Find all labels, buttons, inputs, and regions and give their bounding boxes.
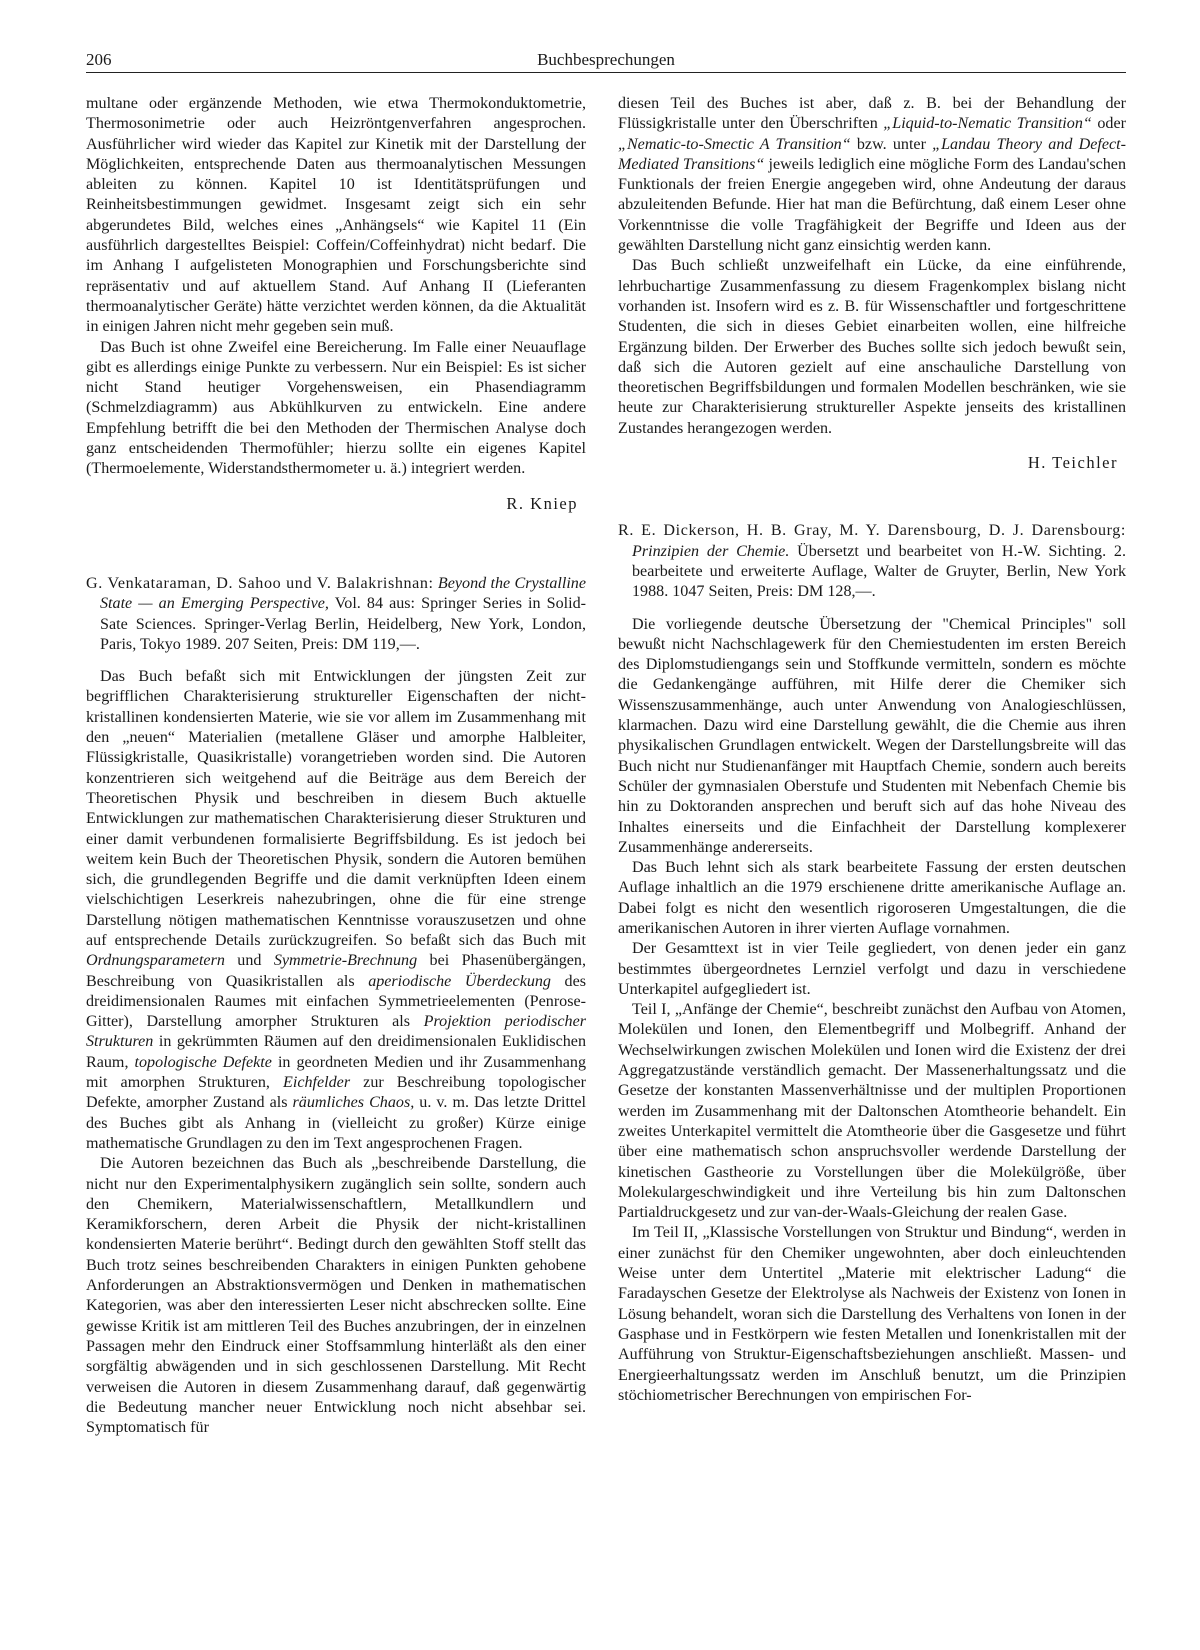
review2-paragraph-1: Das Buch befaßt sich mit Entwicklungen der jüngsten Zeit zur begrifflichen Charakterisierung struktureller Eigenschaften der nicht-kristallinen kondensierten Materie, wie sie vor allem im Zusammenhang mit den „neuen“ Materialien (metallene Gläser und amorphe Halbleiter, Flüssigkristalle, Quasikristalle) vorangetrieben worden sind. Die Autoren konzentrieren sich weitgehend auf die Beiträge aus dem Bereich der Theoretischen Physik und beschreiben in diesem Buch aktuelle Entwicklungen zur mathematischen Charakterisierung dieser Strukturen und einer damit verbundenen formalisierte Begriffsbildung. Es ist jedoch bei weitem kein Buch der Theoretischen Physik, sondern die Autoren bemühen sich, die grundlegenden Begriffe und die damit verknüpften Ideen einem vielschichtigen Leserkreis nahezubringen, ohne die für eine strenge Darstellung nötigen mathematischen Kenntnisse vorauszusetzen und ohne auf entsprechende Details zurückzugreifen. So befaßt sich das Buch mit Ordnungsparametern und Symmetrie-Brechnung bei Phasenübergängen, Beschreibung von Quasikristallen als aperiodische Überdeckung des dreidimensionalen Raumes mit einfachen Symmetrieelementen (Penrose-Gitter), Darstellung amorpher Strukturen als Projektion periodischer Strukturen in gekrümmten Räumen auf den dreidimensionalen Euklidischen Raum, topologische Defekte in geordneten Medien und ihr Zusammenhang mit amorphen Strukturen, Eichfelder zur Beschreibung topologischer Defekte, amorpher Zustand als räumliches Chaos, u. v. m. Das letzte Drittel des Buches gibt als Anhang in (vielleicht zu großer) Kürze einige mathematische Grundlagen zu den im Text angesprochenen Fragen. <box>86 668 587 1152</box>
review2-paragraph-4: Das Buch schließt unzweifelhaft ein Lücke, da eine einführende, lehrbuchartige Zusammenfassung zu diesem Fragenkomplex bislang nicht vorhanden ist. Insofern wird es z. B. für Wissenschaftler und fortgeschrittene Studenten, die sich in dieses Gebiet einarbeiten wollen, eine hilfreiche Ergänzung bilden. Der Erwerber des Buches sollte sich jedoch bewußt sein, daß sich die Autoren gezielt auf eine anschauliche Darstellung von theoretischen Begriffsbildungen und formalen Modellen beschränken, wie sie heute zur Charakterisierung struktureller Aspekte jenseits des kristallinen Zustandes herangezogen werden. <box>618 257 1126 437</box>
citation-authors: R. E. Dickerson, H. B. Gray, M. Y. Darensbourg, D. J. Darensbourg: <box>618 522 1126 540</box>
review3-paragraph-5: Im Teil II, „Klassische Vorstellungen von Struktur und Bindung“, werden in einer zunächst für den Chemiker ungewohnten, aber doch einleuchtenden Weise unter dem Untertitel „Materie mit elektrischer Ladung“ die Faradayschen Gesetze der Elektrolyse als Nachweis der Existenz von Ionen in Lösung behandelt, woran sich die Darstellung des Verhaltens von Ionen in der Gasphase und in Festkörpern wie festen Metallen und Ionenkristallen mit der Aufführung von Struktur-Eigenschaftsbeziehungen anschließt. Massen- und Energieerhaltungssatz werden im Anschluß benutzt, um die Prinzipien stöchiometrischer Berechnungen von empirischen For- <box>618 1224 1126 1404</box>
page-number: 206 <box>86 50 112 69</box>
book-citation-dickerson <box>618 521 1126 602</box>
citation-title: Prinzipien der Chemie. <box>632 542 790 560</box>
left-column <box>86 94 586 1438</box>
reviewer-signature-teichler: H. Teichler <box>1027 453 1118 473</box>
review3-paragraph-4: Teil I, „Anfänge der Chemie“, beschreibt zunächst den Aufbau von Atomen, Molekülen und Ionen, den Elementbegriff und Molbegriff. Anhand der Wechselwirkungen zwischen Molekülen und Ionen wird die Existenz der drei Aggregatzustände verständlich gemacht. Der Massenerhaltungssatz und die Gesetze der konstanten Massenverhältnisse und der multiplen Proportionen werden im Zusammenhang mit der Daltonschen Atomtheorie behandelt. Ein zweites Unterkapitel vermittelt die Atomtheorie über die Gasgesetze und führt über eine mathematisch schon anspruchsvoller werdende Darstellung der kinetischen Gastheorie zu Vorstellungen über die Molekülgröße, über Molekulargeschwindigkeit und ihre Verteilung bis hin zum Daltonschen Partialdruckgesetz und zur van-der-Waals-Gleichung der realen Gase. <box>618 1001 1126 1222</box>
review1-paragraph-2: Das Buch ist ohne Zweifel eine Bereicherung. Im Falle einer Neuauflage gibt es allerdings einige Punkte zu verbessern. Nur ein Beispiel: Es ist sicher nicht Stand heutiger Vorgehensweisen, ein Phasendiagramm (Schmelzdiagramm) aus Abkühlkurven zu entwickeln. Eine andere Empfehlung betrifft die bei den Methoden der Thermischen Analyse doch ganz entscheidenden Thermofühler; hierzu sollte ein eigenes Kapitel (Thermoelemente, Widerstandsthermometer u. ä.) integriert werden. <box>86 338 586 478</box>
running-title: Buchbesprechungen <box>537 50 675 69</box>
citation-title: Beyond the Crystalline State — an Emerging Perspective, <box>100 574 586 613</box>
citation-details: Vol. 84 aus: Springer Series in Solid-Sate Sciences. Springer-Verlag Berlin, Heidelberg, New York, London, Paris, Tokyo 1989. 207 Seiten, Preis: DM 119,—. <box>100 595 587 653</box>
review2-paragraph-2: Die Autoren bezeichnen das Buch als „beschreibende Darstellung, die nicht nur den Experimentalphysikern zugänglich sein sollte, sondern auch den Chemikern, Materialwissenschaftlern, Metallkundlern und Keramikforschern, deren Arbeit die Physik der nicht-kristallinen kondensierten Materie berührt“. Bedingt durch den gewählten Stoff stellt das Buch trotz seines beschreibenden Charakters in einigen Punkten gehobene Anforderungen an Abstraktionsvermögen und Denken in mathematischen Kategorien, was aber den interessierten Leser nicht abschrecken sollte. Eine gewisse Kritik ist am mittleren Teil des Buches anzubringen, der in einzelnen Passagen mehr den Eindruck einer Stoffsammlung hinterläßt als den einer sorgfältig abwägenden und in sich geschlossenen Darstellung. Mit Recht verweisen die Autoren in diesem Zusammenhang darauf, daß gegenwärtig die Bedeutung mancher neuer Entwicklung noch nicht absehbar sei. Symptomatisch für <box>86 1155 586 1437</box>
review3-paragraph-1: Die vorliegende deutsche Übersetzung der "Chemical Principles" soll bewußt nicht Nachschlagewerk für den Chemiestudenten im ersten Bereich des Diplomstudiengangs sein und Stoffkunde vermitteln, sondern es möchte die Gedankengänge aufführen, mit Hilfe derer die Chemiker sich Wissenszusammenhänge, auch unter Anwendung von Analogieschlüssen, klarmachen. Dazu wird eine Darstellung gewählt, die die Chemie aus ihren physikalischen Grundlagen entwickelt. Wegen der Darstellungsbreite will das Buch nicht nur Studienanfänger mit Hauptfach Chemie, sondern auch bereits Schüler der gymnasialen Oberstufe und Studenten mit Nebenfach Chemie bis hin zu Doktoranden ansprechen und beruft sich auf das hohe Niveau des Inhaltes einerseits und die Einfachheit der Darstellung komplexerer Zusammenhänge andererseits. <box>618 615 1126 856</box>
book-citation-venkataraman <box>86 574 586 655</box>
review1-paragraph-1: multane oder ergänzende Methoden, wie etwa Thermokonduktometrie, Thermosonimetrie oder auch Heizröntgenverfahren angesprochen. Ausführlicher wird wieder das Kapitel zur Kinetik mit der Darstellung der Möglichkeiten, entsprechende Daten aus thermoanalytischen Messungen ableiten zu können. Kapitel 10 ist Identitätsprüfungen und Reinheitsbestimmungen gewidmet. Insgesamt zeigt sich ein sehr abgerundetes Bild, welches eines „Anhängsels“ wie Kapitel 11 (Ein ausführlich dargestelltes Beispiel: Coffein/Coffeinhydrat) nicht bedarf. Die im Anhang I aufgelisteten Monographien und Forschungsberichte sind repräsentativ und auf aktuellem Stand. Auf Anhang II (Lieferanten thermoanalytischer Geräte) hätte verzichtet werden können, da die Aktualität in einigen Jahren nicht mehr gegeben sein muß. <box>86 95 586 336</box>
review3-paragraph-3: Der Gesamttext ist in vier Teile gegliedert, von denen jeder ein ganz bestimmtes übergeordnetes Lernziel verfolgt und dazu in verschiedene Unterkapitel aufgegliedert ist. <box>618 940 1126 998</box>
review3-paragraph-2: Das Buch lehnt sich als stark bearbeitete Fassung der ersten deutschen Auflage inhaltlich an die 1979 erschienene dritte amerikanische Auflage an. Dabei folgt es nicht den wesentlich rigoroseren Umgestaltungen, die die amerikanischen Autoren in ihrer vierten Auflage vornahmen. <box>618 859 1126 937</box>
review2-paragraph-3: diesen Teil des Buches ist aber, daß z. B. bei der Behandlung der Flüssigkristalle unter den Überschriften „Liquid-to-Nematic Transition“ oder „Nematic-to-Smectic A Transition“ bzw. unter „Landau Theory and Defect-Mediated Transitions“ jeweils lediglich eine mögliche Form des Landau'schen Funktionals der freien Energie angegeben wird, ohne Andeutung der daraus abzuleitenden Befunde. Hier hat man die Befürchtung, daß einem Leser ohne Vorkenntnisse die volle Tragfähigkeit der Begriffe und Ideen aus der gewählten Darstellung nicht ganz einsichtig werden kann. <box>618 95 1126 255</box>
right-column <box>618 94 1126 1406</box>
page-header <box>86 48 1126 73</box>
citation-details: Übersetzt und bearbeitet von H.-W. Sichting. 2. bearbeitete und erweiterte Auflage, Walter de Gruyter, Berlin, New York 1988. 1047 Seiten, Preis: DM 128,—. <box>632 542 1126 601</box>
reviewer-signature-kniep: R. Kniep <box>506 493 578 513</box>
citation-authors: G. Venkataraman, D. Sahoo und V. Balakrishnan: <box>86 574 434 592</box>
